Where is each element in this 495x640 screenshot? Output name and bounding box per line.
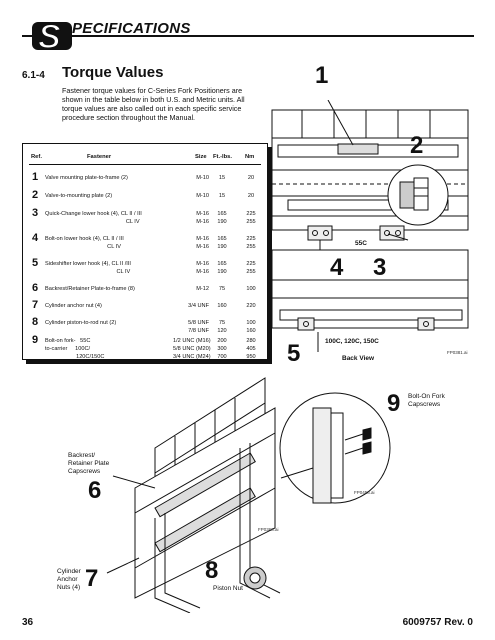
- col-header-ref: Ref.: [31, 154, 42, 160]
- page-number: 36: [22, 617, 34, 628]
- row-nm: 100 160: [246, 320, 256, 334]
- row-fastener: Bolt-on lower hook (4), CL II / III CL IV: [45, 236, 124, 250]
- callout-3: 3: [373, 254, 387, 281]
- row-ref: 6: [32, 282, 39, 294]
- row-size: M-16 M-16: [196, 211, 209, 225]
- callout-9: 9: [387, 390, 401, 417]
- row-fastener: Quick-Change lower hook (4), CL II / III CL IV: [45, 211, 142, 225]
- row-fastener: Cylinder anchor nut (4): [45, 303, 102, 309]
- callout-7: 7: [85, 565, 99, 592]
- row-fastener: Bolt-on fork- 55C to-carrier 100C/ 120C/150C: [45, 338, 105, 360]
- row-ftlbs: 15: [218, 175, 226, 181]
- header-letter: S: [38, 18, 61, 56]
- model-55c-label: 55C: [355, 240, 367, 247]
- back-view-label: Back View: [342, 355, 375, 362]
- row-ftlbs: 200 300 700: [217, 338, 227, 360]
- callout-5: 5: [287, 340, 301, 367]
- row-size: M-12: [196, 286, 209, 292]
- row-nm: 225 255: [246, 261, 256, 275]
- row-nm: 225 255: [246, 211, 256, 225]
- row-ref: 7: [32, 299, 39, 311]
- row-nm: 20: [247, 193, 255, 199]
- row-size: M-10: [196, 193, 209, 199]
- row-size: 1/2 UNC (M16) 5/8 UNC (M20) 3/4 UNC (M24): [173, 338, 211, 360]
- row-ftlbs: 165 190: [217, 236, 227, 250]
- torque-table: [22, 143, 268, 360]
- callout-2: 2: [410, 132, 424, 159]
- row-fastener: Sideshifter lower hook (4), CL II /III CL IV: [45, 261, 131, 275]
- row-ref: 1: [32, 171, 39, 183]
- document-number: 6009757 Rev. 0: [402, 617, 473, 628]
- row-ref: 4: [32, 232, 39, 244]
- row-ftlbs: 160: [217, 303, 227, 309]
- row-fastener: Cylinder piston-to-rod nut (2): [45, 320, 117, 326]
- col-header-ftlbs: Ft.-lbs.: [213, 154, 232, 160]
- col-header-size: Size: [195, 154, 207, 160]
- row-size: 3/4 UNF: [188, 303, 209, 309]
- header-divider: [29, 164, 261, 165]
- row-ftlbs: 75: [218, 286, 226, 292]
- cylinder-anchor-label: Cylinder Anchor Nuts (4): [57, 568, 81, 591]
- row-size: 5/8 UNF 7/8 UNF: [188, 320, 209, 334]
- row-nm: 280 405 950: [246, 338, 256, 360]
- page-title: PECIFICATIONS: [72, 20, 191, 37]
- row-ftlbs: 15: [218, 193, 226, 199]
- callout-6: 6: [88, 477, 102, 504]
- section-number: 6.1-4: [22, 70, 45, 81]
- row-fastener: Valve mounting plate-to-frame (2): [45, 175, 128, 181]
- bolt-on-fork-label: Bolt-On Fork Capscrews: [408, 393, 445, 408]
- row-size: M-16 M-16: [196, 236, 209, 250]
- back-view-drawing: [268, 100, 478, 360]
- section-intro: Fastener torque values for C-Series Fork Positioners are shown in the table below in both U.S. and Metric units. All torque values are also called out in each specific service procedure section throughout the Manual.: [62, 86, 245, 122]
- row-ref: 8: [32, 316, 39, 328]
- row-fastener: Valve-to-mounting plate (2): [45, 193, 113, 199]
- callout-4: 4: [330, 254, 344, 281]
- figure-code: FP0381.ai: [447, 350, 468, 355]
- figure-code: FP0458.ai: [354, 490, 375, 495]
- row-nm: 100: [246, 286, 256, 292]
- models-label: 100C, 120C, 150C: [325, 338, 379, 345]
- row-nm: 225 255: [246, 236, 256, 250]
- backrest-label: Backrest/ Retainer Plate Capscrews: [68, 452, 110, 475]
- piston-nut-label: Piston Nut: [213, 585, 243, 592]
- col-header-nm: Nm: [245, 154, 255, 160]
- row-nm: 220: [246, 303, 256, 309]
- row-fastener: Backrest/Retainer Plate-to-frame (8): [45, 286, 135, 292]
- row-ref: 9: [32, 334, 39, 346]
- row-ref: 3: [32, 207, 39, 219]
- row-size: M-16 M-16: [196, 261, 209, 275]
- row-size: M-10: [196, 175, 209, 181]
- row-nm: 20: [247, 175, 255, 181]
- figure-code: FP0368.ai: [258, 527, 279, 532]
- row-ref: 2: [32, 189, 39, 201]
- col-header-fastener: Fastener: [87, 154, 112, 160]
- section-title: Torque Values: [62, 64, 164, 81]
- callout-1: 1: [315, 62, 329, 89]
- row-ftlbs: 165 190: [217, 261, 227, 275]
- callout-8: 8: [205, 557, 219, 584]
- row-ftlbs: 165 190: [217, 211, 227, 225]
- row-ftlbs: 75 120: [217, 320, 227, 334]
- row-ref: 5: [32, 257, 39, 269]
